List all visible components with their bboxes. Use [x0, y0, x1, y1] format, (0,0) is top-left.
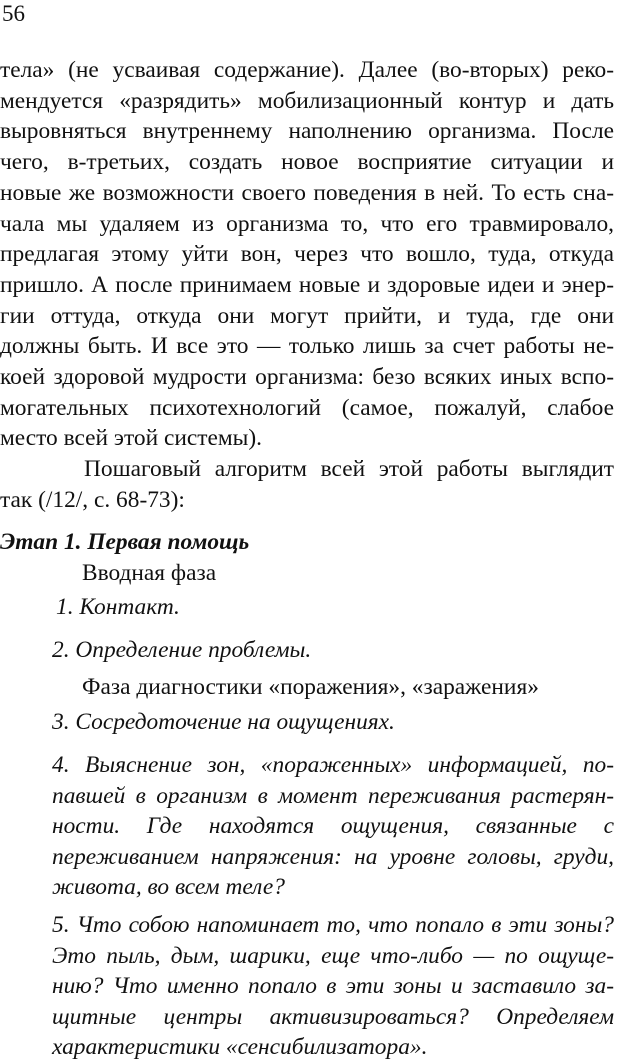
step-problem-definition: 2. Определение проблемы.	[52, 637, 312, 663]
body-line: коей здоровой мудрости организма: безо всяких иных вспо-	[0, 364, 614, 391]
step-sensibilizer-paragraph	[52, 910, 614, 1063]
body-line: должны быть. И все это — только лишь за счет работы не-	[0, 333, 614, 360]
body-line: пришло. А после принимаем новые и здоровые идеи и энер-	[0, 271, 614, 298]
body-line: гии оттуда, откуда они могут прийти, и туда, где они	[0, 302, 614, 329]
step-sensibilizer-line: Это пыль, дым, шарики, еще что-либо — по ощуще-	[52, 942, 614, 969]
body-paragraph	[0, 55, 614, 516]
step-contact: 1. Контакт.	[56, 594, 180, 620]
step-sensibilizer-line: щитные центры активизироваться? Определяем	[52, 1003, 614, 1030]
step-sensibilizer-line: нию? Что именно попало в эти зоны и заставило за-	[52, 973, 614, 999]
step-zones-line: ности. Где находятся ощущения, связанные с	[52, 813, 614, 839]
step-sensibilizer-line: характеристики «сенсибилизатора».	[52, 1034, 428, 1060]
step-zones-line: 4. Выяснение зон, «пораженных» информацией, по-	[52, 752, 614, 778]
body-line: чего, в-третьих, создать новое восприятие ситуации и	[0, 149, 614, 176]
phase-diagnostics-heading: Фаза диагностики «поражения», «заражения»	[82, 674, 539, 700]
step-zones-paragraph	[52, 750, 614, 903]
body-line: могательных психотехнологий (самое, пожалуй, слабое	[0, 394, 614, 421]
body-line: чала мы удаляем из организма то, что его травмировало,	[0, 210, 614, 237]
body-line: мендуется «разрядить» мобилизационный контур и дать	[0, 87, 614, 114]
body-line: тела» (не усваивая содержание). Далее (во-вторых) реко-	[0, 57, 614, 83]
body-line: выровняться внутреннему наполнению организма. После	[0, 118, 614, 145]
algorithm-intro-line: так (/12/, с. 68-73):	[0, 486, 185, 513]
stage-title: Этап 1. Первая помощь	[0, 529, 250, 555]
body-line: место всей этой системы).	[0, 425, 262, 452]
algorithm-intro-line: Пошаговый алгоритм всей этой работы выглядит	[84, 456, 614, 483]
step-zones-line: живота, во всем теле?	[52, 874, 285, 900]
body-line: предлагая этому уйти вон, через что вошло, туда, откуда	[0, 241, 614, 268]
step-sensations-focus: 3. Сосредоточение на ощущениях.	[52, 709, 395, 735]
step-zones-line: павшей в организм в момент переживания растерян-	[52, 782, 614, 809]
page-number: 56	[2, 1, 25, 26]
step-zones-line: переживанием напряжения: на уровне головы, груди,	[52, 843, 614, 870]
body-line: новые же возможности своего поведения в ней. То есть сна-	[0, 179, 614, 206]
step-sensibilizer-line: 5. Что собою напоминает то, что попало в эти зоны?	[52, 912, 614, 938]
phase-intro-heading: Вводная фаза	[82, 560, 217, 586]
